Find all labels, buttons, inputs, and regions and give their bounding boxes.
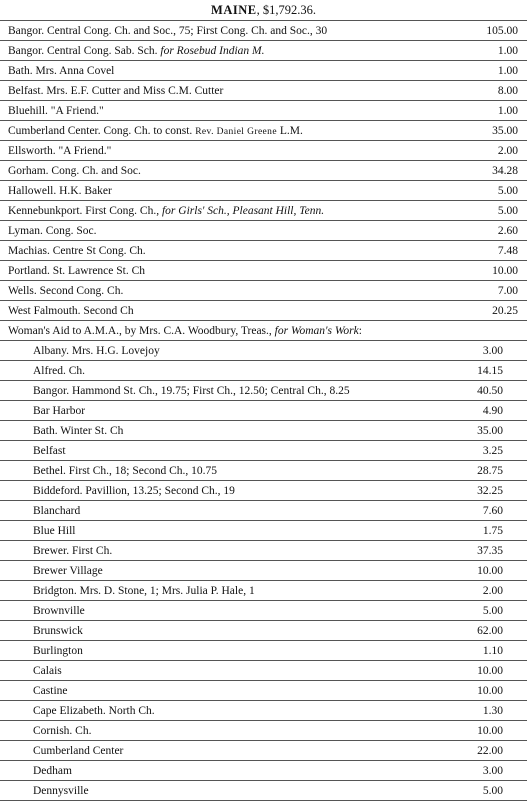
womans-aid-row: [0, 581, 527, 601]
entry-amount: 3.00: [440, 341, 527, 361]
entry-amount: 35.00: [440, 421, 527, 441]
entry-text: Gorham. Cong. Ch. and Soc.: [8, 164, 141, 177]
entry-description: [0, 661, 440, 681]
entry-amount: 10.00: [440, 661, 527, 681]
entry-description: [0, 681, 440, 701]
womans-aid-row: [0, 641, 527, 661]
entry-row: [0, 161, 527, 181]
entry-description: [0, 421, 440, 441]
entry-description: [0, 181, 440, 201]
entry-text: Albany. Mrs. H.G. Lovejoy: [33, 344, 160, 357]
entry-amount: 32.25: [440, 481, 527, 501]
entry-suffix: :: [358, 324, 362, 337]
entry-row: [0, 321, 527, 341]
entry-description: [0, 741, 440, 761]
entry-description: [0, 621, 440, 641]
entry-amount: 8.00: [440, 81, 527, 101]
state-total: , $1,792.36.: [256, 3, 316, 17]
entry-description: [0, 781, 440, 801]
entry-text: Brewer Village: [33, 564, 103, 577]
entry-text: Wells. Second Cong. Ch.: [8, 284, 124, 297]
entry-row: [0, 221, 527, 241]
entry-amount: 1.75: [440, 521, 527, 541]
womans-aid-row: [0, 501, 527, 521]
entry-text: Dedham: [33, 764, 72, 777]
entry-amount: 1.10: [440, 641, 527, 661]
entry-row: [0, 301, 527, 321]
entry-amount: 7.60: [440, 501, 527, 521]
entry-description: [0, 21, 440, 41]
entry-amount: 40.50: [440, 381, 527, 401]
entry-row: [0, 141, 527, 161]
entry-text: Blanchard: [33, 504, 81, 517]
entry-row: [0, 101, 527, 121]
contributions-table: [0, 21, 527, 801]
entry-description: [0, 721, 440, 741]
entry-amount: 2.00: [440, 141, 527, 161]
entry-row: [0, 81, 527, 101]
entry-description: [0, 141, 440, 161]
entry-description: [0, 501, 440, 521]
entry-description: [0, 481, 440, 501]
entry-description: [0, 241, 440, 261]
entry-amount: 10.00: [440, 561, 527, 581]
entry-amount: 14.15: [440, 361, 527, 381]
entry-text: Cumberland Center. Cong. Ch. to const.: [8, 124, 196, 137]
entry-row: [0, 121, 527, 141]
entry-text: Bath. Mrs. Anna Covel: [8, 64, 115, 77]
entry-description: [0, 561, 440, 581]
entry-text: Brownville: [33, 604, 85, 617]
entry-text: Belfast: [33, 444, 66, 457]
entry-amount: 7.48: [440, 241, 527, 261]
womans-aid-row: [0, 681, 527, 701]
entry-text: Portland. St. Lawrence St. Ch: [8, 264, 146, 277]
entry-description: [0, 461, 440, 481]
womans-aid-row: [0, 621, 527, 641]
womans-aid-row: [0, 761, 527, 781]
entry-amount: 3.00: [440, 761, 527, 781]
entry-text: Woman's Aid to A.M.A., by Mrs. C.A. Woodbury, Treas.,: [8, 324, 275, 337]
entry-text: Ellsworth. "A Friend.": [8, 144, 112, 157]
entry-row: [0, 201, 527, 221]
womans-aid-row: [0, 561, 527, 581]
entry-amount: 5.00: [440, 201, 527, 221]
entry-italic: for Girls' Sch., Pleasant Hill, Tenn.: [161, 204, 325, 217]
entry-amount: 7.00: [440, 281, 527, 301]
entry-text: Blue Hill: [33, 524, 76, 537]
entry-amount: 3.25: [440, 441, 527, 461]
entry-amount: 37.35: [440, 541, 527, 561]
entry-text: Burlington: [33, 644, 83, 657]
entry-text: Bath. Winter St. Ch: [33, 424, 124, 437]
entry-amount: 5.00: [440, 181, 527, 201]
entry-text: Brunswick: [33, 624, 83, 637]
entry-text: Lyman. Cong. Soc.: [8, 224, 97, 237]
womans-aid-row: [0, 481, 527, 501]
entry-description: [0, 601, 440, 621]
entry-description: [0, 61, 440, 81]
entry-smallcaps: Rev. Daniel Greene: [195, 126, 277, 137]
womans-aid-row: [0, 401, 527, 421]
entry-text: Bangor. Hammond St. Ch., 19.75; First Ch., 12.50; Central Ch., 8.25: [33, 384, 350, 397]
entry-amount: 34.28: [440, 161, 527, 181]
womans-aid-row: [0, 661, 527, 681]
entry-description: [0, 401, 440, 421]
entry-description: [0, 201, 440, 221]
womans-aid-row: [0, 721, 527, 741]
entry-text: Alfred. Ch.: [33, 364, 86, 377]
entry-text: Calais: [33, 664, 62, 677]
entry-text: Dennysville: [33, 784, 89, 797]
entry-row: [0, 181, 527, 201]
entry-description: [0, 81, 440, 101]
womans-aid-row: [0, 421, 527, 441]
womans-aid-row: [0, 781, 527, 801]
womans-aid-row: [0, 701, 527, 721]
entry-amount: 2.00: [440, 581, 527, 601]
entry-amount: 1.00: [440, 101, 527, 121]
state-name: MAINE: [211, 3, 257, 17]
entry-amount: 10.00: [440, 721, 527, 741]
entry-text: Brewer. First Ch.: [33, 544, 113, 557]
entry-description: [0, 101, 440, 121]
entry-description: [0, 161, 440, 181]
entry-text: Cornish. Ch.: [33, 724, 92, 737]
entry-italic: for Woman's Work: [274, 324, 359, 337]
entry-suffix: L.M.: [276, 124, 303, 137]
entry-row: [0, 41, 527, 61]
entry-description: [0, 521, 440, 541]
womans-aid-row: [0, 521, 527, 541]
entry-text: Machias. Centre St Cong. Ch.: [8, 244, 146, 257]
entry-description: [0, 121, 440, 141]
state-header: [0, 0, 527, 21]
entry-amount: 1.00: [440, 61, 527, 81]
entry-description: [0, 301, 440, 321]
womans-aid-row: [0, 361, 527, 381]
entry-text: Bridgton. Mrs. D. Stone, 1; Mrs. Julia P. Hale, 1: [33, 584, 255, 597]
entry-description: [0, 41, 440, 61]
womans-aid-row: [0, 441, 527, 461]
contributions-body: [0, 21, 527, 801]
entry-amount: 5.00: [440, 781, 527, 801]
entry-text: Bangor. Central Cong. Ch. and Soc., 75; First Cong. Ch. and Soc., 30: [8, 24, 328, 37]
entry-description: [0, 541, 440, 561]
entry-text: Biddeford. Pavillion, 13.25; Second Ch., 19: [33, 484, 235, 497]
entry-row: [0, 261, 527, 281]
entry-amount: 10.00: [440, 261, 527, 281]
entry-row: [0, 21, 527, 41]
entry-description: [0, 381, 440, 401]
entry-row: [0, 61, 527, 81]
entry-row: [0, 281, 527, 301]
womans-aid-row: [0, 601, 527, 621]
entry-description: [0, 641, 440, 661]
womans-aid-row: [0, 381, 527, 401]
entry-row: [0, 241, 527, 261]
entry-description: [0, 281, 440, 301]
entry-text: West Falmouth. Second Ch: [8, 304, 134, 317]
entry-amount: 20.25: [440, 301, 527, 321]
entry-text: Bangor. Central Cong. Sab. Sch.: [8, 44, 161, 57]
entry-text: Bar Harbor: [33, 404, 86, 417]
entry-description: [0, 441, 440, 461]
entry-amount: 1.30: [440, 701, 527, 721]
entry-description: [0, 761, 440, 781]
entry-amount: 5.00: [440, 601, 527, 621]
entry-amount: 1.00: [440, 41, 527, 61]
entry-amount: 22.00: [440, 741, 527, 761]
entry-text: Bluehill. "A Friend.": [8, 104, 104, 117]
entry-description: [0, 341, 440, 361]
womans-aid-row: [0, 461, 527, 481]
entry-text: Cape Elizabeth. North Ch.: [33, 704, 155, 717]
entry-text: Hallowell. H.K. Baker: [8, 184, 112, 197]
entry-text: Cumberland Center: [33, 744, 124, 757]
entry-description: [0, 221, 440, 241]
womans-aid-row: [0, 541, 527, 561]
entry-italic: for Rosebud Indian M.: [160, 44, 265, 57]
entry-amount: 2.60: [440, 221, 527, 241]
entry-text: Castine: [33, 684, 68, 697]
entry-text: Belfast. Mrs. E.F. Cutter and Miss C.M. Cutter: [8, 84, 224, 97]
entry-description: [0, 321, 527, 341]
entry-description: [0, 701, 440, 721]
entry-description: [0, 581, 440, 601]
entry-amount: 35.00: [440, 121, 527, 141]
womans-aid-row: [0, 741, 527, 761]
entry-amount: 4.90: [440, 401, 527, 421]
entry-text: Kennebunkport. First Cong. Ch.,: [8, 204, 162, 217]
entry-description: [0, 361, 440, 381]
womans-aid-row: [0, 341, 527, 361]
entry-amount: 105.00: [440, 21, 527, 41]
entry-text: Bethel. First Ch., 18; Second Ch., 10.75: [33, 464, 217, 477]
entry-description: [0, 261, 440, 281]
entry-amount: 62.00: [440, 621, 527, 641]
entry-amount: 10.00: [440, 681, 527, 701]
entry-amount: 28.75: [440, 461, 527, 481]
